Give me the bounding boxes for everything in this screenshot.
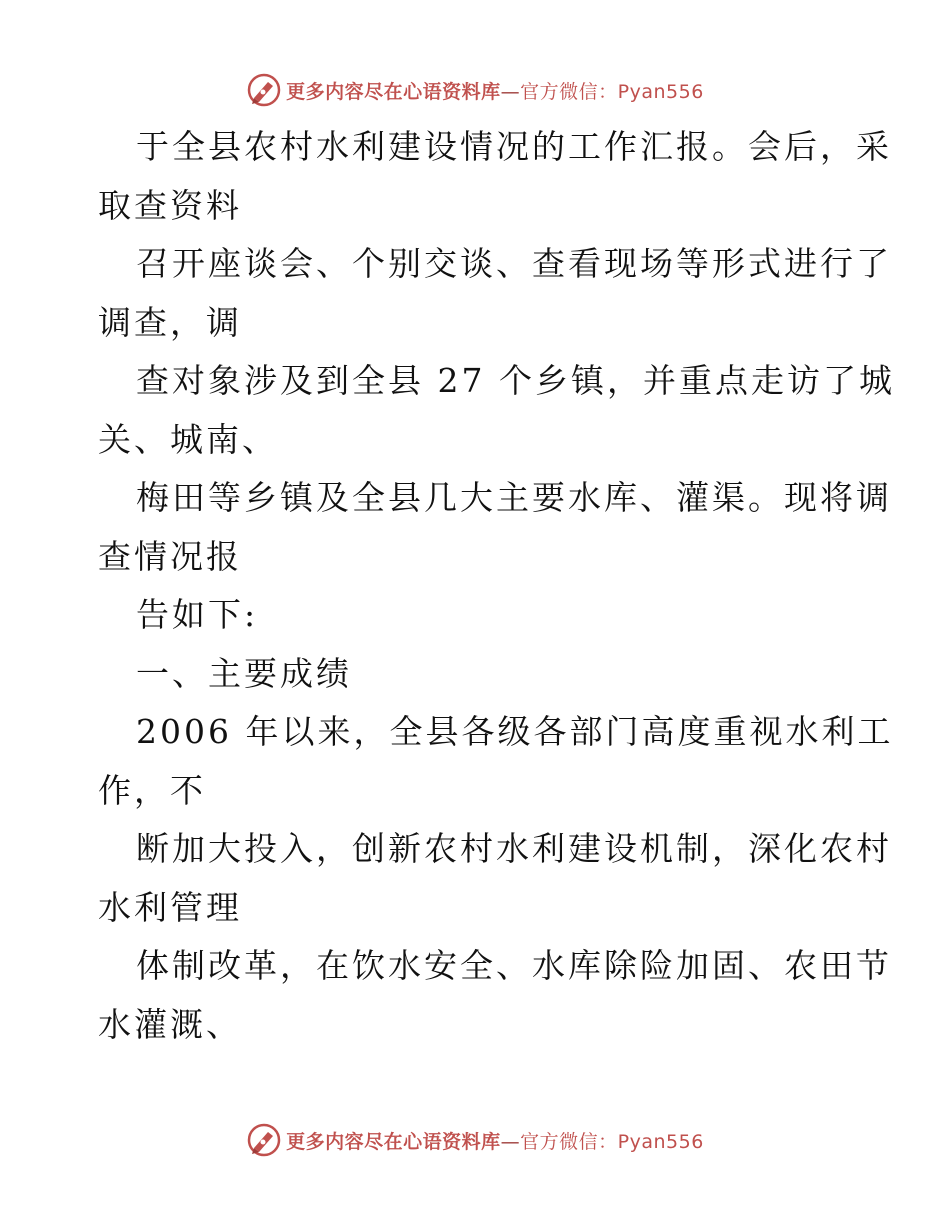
banner-main-text: 更多内容尽在心语资料库 [286,1130,501,1153]
banner-wechat: 官方微信：Pyan556 [520,1130,704,1153]
paragraph-line: 水利管理 [98,887,242,927]
paragraph-line: 调查，调 [98,302,242,342]
paragraph-line: 查对象涉及到全县 27 个乡镇，并重点走访了城 [136,361,895,400]
paragraph-line: 水灌溉、 [98,1004,242,1044]
header-banner [0,70,950,110]
paragraph-line: 取查资料 [98,185,242,225]
banner-dash: — [500,1130,521,1153]
pen-logo-icon [246,1122,282,1158]
banner-text [286,1127,704,1154]
paragraph-line: 于全县农村水利建设情况的工作汇报。会后，采 [136,127,892,166]
banner-dash: — [500,80,521,103]
footer-banner [0,1120,950,1160]
paragraph-line: 体制改革，在饮水安全、水库除险加固、农田节 [136,946,892,985]
paragraph-line: 断加大投入，创新农村水利建设机制，深化农村 [136,829,892,868]
paragraph-line: 召开座谈会、个别交谈、查看现场等形式进行了 [136,244,892,283]
document-body [98,118,895,1054]
paragraph-line: 告如下: [136,595,259,634]
pen-logo-icon [246,72,282,108]
paragraph-line: 一、主要成绩 [136,653,352,693]
banner-text [286,77,704,104]
paragraph-line: 关、城南、 [98,419,278,459]
paragraph-line: 作，不 [98,770,206,810]
banner-wechat: 官方微信：Pyan556 [520,80,704,103]
paragraph-line: 2006 年以来，全县各级各部门高度重视水利工 [136,712,894,751]
banner-main-text: 更多内容尽在心语资料库 [286,80,501,103]
paragraph-line: 梅田等乡镇及全县几大主要水库、灌渠。现将调 [136,478,892,517]
paragraph-line: 查情况报 [98,536,242,576]
